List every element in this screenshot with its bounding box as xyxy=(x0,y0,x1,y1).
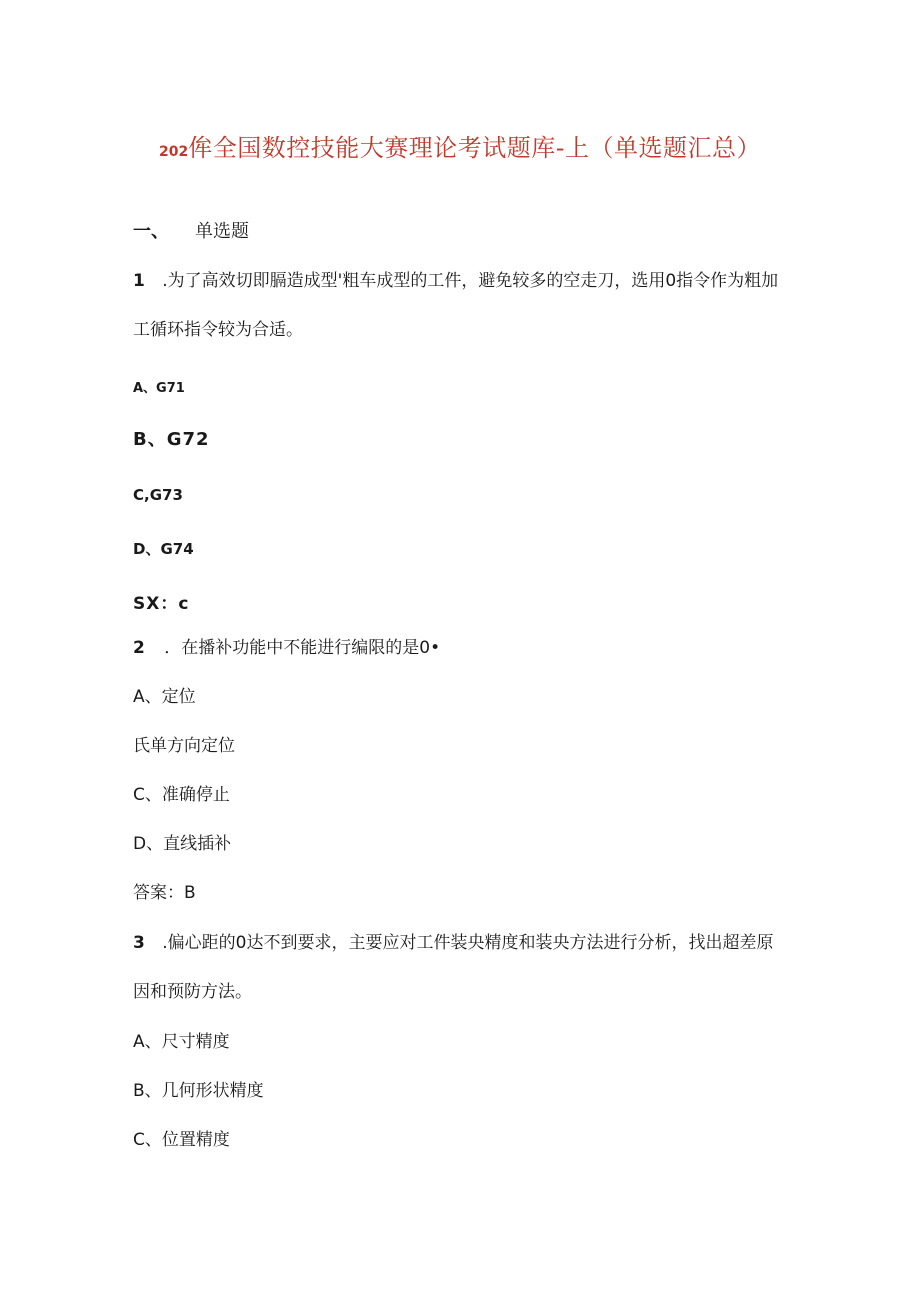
document-title xyxy=(0,128,920,163)
question-1-line-2: 工循环指令较为合适。 xyxy=(133,320,303,340)
question-3-option-b: B、几何形状精度 xyxy=(133,1081,264,1101)
title-text: 侔全国数控技能大赛理论考试题库-上（单选题汇总） xyxy=(188,134,761,162)
question-1-answer: SX：c xyxy=(133,594,190,614)
question-1-option-b: B、G72 xyxy=(133,429,210,450)
question-2-number: 2 xyxy=(133,638,145,658)
section-label: 单选题 xyxy=(195,221,249,242)
question-2-answer: 答案：B xyxy=(133,883,196,903)
question-2-option-b: 氏单方向定位 xyxy=(133,736,235,756)
section-marker: 一、 xyxy=(133,221,169,242)
question-3-option-a: A、尺寸精度 xyxy=(133,1032,230,1052)
question-1-text-1: .为了高效切即膈造成型'粗车成型的工件，避免较多的空走刀，选用0指令作为粗加 xyxy=(162,271,779,291)
question-1-option-c: C,G73 xyxy=(133,486,183,504)
question-2-text-1: ．在播补功能中不能进行编限的是0• xyxy=(164,638,441,658)
question-1-number: 1 xyxy=(133,271,145,291)
question-3-text-1: .偏心距的0达不到要求，主要应对工件装央精度和装央方法进行分析，找出超差原 xyxy=(162,933,774,953)
section-heading xyxy=(133,221,249,243)
question-3-option-c: C、位置精度 xyxy=(133,1130,230,1150)
question-3-line-2: 因和预防方法。 xyxy=(133,982,252,1002)
question-1-option-a: A、G71 xyxy=(133,381,185,396)
question-2-option-a: A、定位 xyxy=(133,687,196,707)
question-1-line-1 xyxy=(133,270,778,292)
question-2-option-d: D、直线插补 xyxy=(133,834,232,854)
question-2-line-1 xyxy=(133,637,440,659)
title-year: 202 xyxy=(159,144,189,160)
question-3-line-1 xyxy=(133,932,773,954)
question-1-option-d: D、G74 xyxy=(133,540,194,558)
question-2-option-c: C、准确停止 xyxy=(133,785,230,805)
question-3-number: 3 xyxy=(133,933,145,953)
